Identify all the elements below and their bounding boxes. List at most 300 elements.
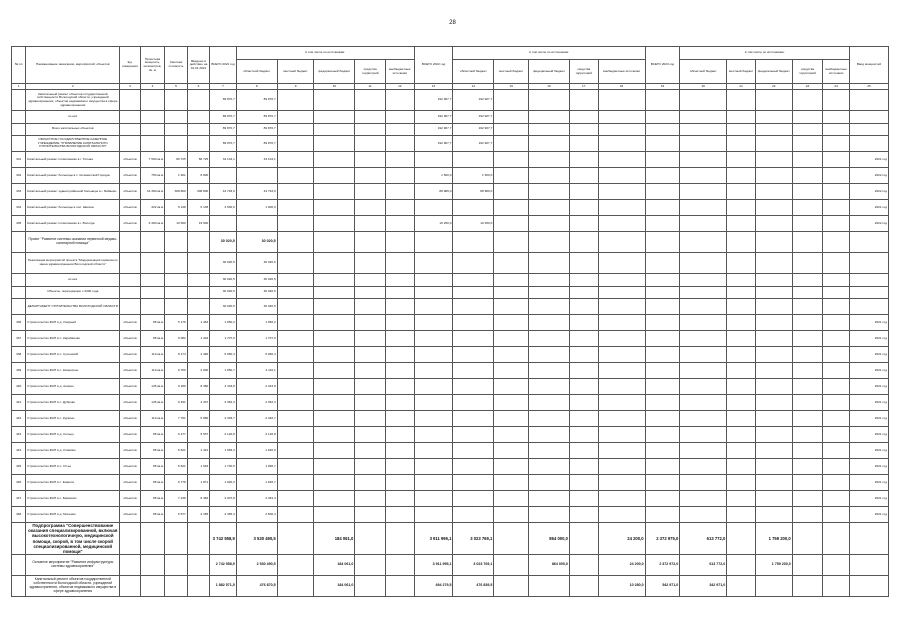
value-cell-t22: 494 279,5 (414, 576, 453, 597)
estimate-cell (165, 136, 187, 152)
done-cell (187, 286, 209, 299)
column-number: 17 (569, 84, 598, 90)
value-cell-f21 (314, 123, 355, 136)
estimate-cell: 9 180 (165, 379, 187, 395)
value-cell-e23 (823, 315, 850, 331)
value-cell-e22 (598, 299, 645, 315)
value-cell-f23: 1 759 200,0 (755, 523, 792, 555)
estimate-cell: 19 500 (165, 216, 187, 232)
value-cell-e23 (823, 136, 850, 152)
value-cell-f21 (314, 331, 355, 347)
value-cell-t23 (645, 111, 680, 124)
value-cell-s23 (792, 411, 823, 427)
value-cell-e22 (598, 123, 645, 136)
value-cell-s22 (569, 136, 598, 152)
value-cell-l22 (494, 274, 529, 287)
value-cell-e21 (385, 90, 414, 111)
value-cell-f23 (755, 299, 792, 315)
value-cell-f22: 864 000,0 (529, 555, 570, 576)
row-name: Капитальный ремонт больницы в с. Кичменгский Городок (26, 168, 120, 184)
value-cell-f23 (755, 184, 792, 200)
year-cell (849, 555, 888, 576)
value-cell-r22 (453, 379, 494, 395)
value-cell-s22 (569, 331, 598, 347)
row-number: 446 (12, 475, 26, 491)
row-name: из них (26, 111, 120, 124)
value-cell-l22 (494, 395, 529, 411)
table-row (12, 136, 889, 152)
value-cell-r23 (680, 459, 727, 475)
value-cell-f21 (314, 475, 355, 491)
value-cell-t22: 10 250,0 (414, 216, 453, 232)
value-cell-l22 (494, 123, 529, 136)
capacity-cell: 145 кв.м (140, 379, 165, 395)
value-cell-l23 (727, 111, 756, 124)
table-row (12, 576, 889, 597)
value-cell-t22: 3 911 995,1 (414, 523, 453, 555)
row-number: 438 (12, 347, 26, 363)
table-row (12, 491, 889, 507)
table-row (12, 299, 889, 315)
estimate-cell (165, 253, 187, 274)
value-cell-t23 (645, 168, 680, 184)
value-cell-r21: 89 870,7 (236, 90, 277, 111)
value-cell-f22 (529, 200, 570, 216)
value-cell-l23 (727, 427, 756, 443)
value-cell-s22 (569, 123, 598, 136)
value-cell-e22: 10 280,0 (598, 576, 645, 597)
value-cell-e23 (823, 475, 850, 491)
done-cell (187, 111, 209, 124)
value-cell-r21: 89 870,7 (236, 136, 277, 152)
header-federal-2021: федеральный бюджет (314, 60, 355, 84)
value-cell-t21: 30 020,5 (210, 232, 237, 253)
estimate-cell (165, 111, 187, 124)
value-cell-e23 (823, 123, 850, 136)
value-cell-r21: 30 020,5 (236, 274, 277, 287)
value-cell-t23: 542 971,0 (645, 576, 680, 597)
value-cell-s23 (792, 315, 823, 331)
value-cell-l21 (277, 411, 314, 427)
row-number (12, 136, 26, 152)
unit-cell: объектов (120, 152, 140, 168)
value-cell-t23 (645, 363, 680, 379)
value-cell-t21: 2 433,8 (210, 379, 237, 395)
value-cell-r22: 192 907,7 (453, 136, 494, 152)
value-cell-l21 (277, 168, 314, 184)
value-cell-t21: 1 965,3 (210, 443, 237, 459)
value-cell-t21: 1 950,7 (210, 363, 237, 379)
column-number: 16 (529, 84, 570, 90)
done-cell: 8 480 (187, 379, 209, 395)
capacity-cell (140, 111, 165, 124)
value-cell-r21: 1 920,9 (236, 443, 277, 459)
value-cell-t21: 2 742 558,9 (210, 555, 237, 576)
table-row (12, 184, 889, 200)
value-cell-r22: 88 989,0 (453, 184, 494, 200)
value-cell-t23 (645, 395, 680, 411)
header-unit: Ед. измерения (120, 47, 140, 84)
value-cell-t23 (645, 286, 680, 299)
value-cell-f23 (755, 274, 792, 287)
value-cell-t22 (414, 411, 453, 427)
value-cell-r23 (680, 475, 727, 491)
year-cell: 2022 год (849, 168, 888, 184)
value-cell-s22 (569, 274, 598, 287)
estimate-cell: 9 491 (165, 395, 187, 411)
column-number: 4 (140, 84, 165, 90)
value-cell-r23 (680, 379, 727, 395)
value-cell-t21: 5 060,4 (210, 347, 237, 363)
value-cell-r21: 4 110,1 (236, 363, 277, 379)
row-name: Капитальный ремонт объектов государственной собственности Вологодской области, учреждений здравоохранения, объектов недвижимого имущества в сфере здравоохранения (26, 576, 120, 597)
value-cell-r21: 2 433,8 (236, 379, 277, 395)
value-cell-t23 (645, 184, 680, 200)
value-cell-t21: 2 120,8 (210, 427, 237, 443)
value-cell-l23 (727, 523, 756, 555)
capacity-cell (140, 576, 165, 597)
column-number: 11 (355, 84, 386, 90)
value-cell-s21 (355, 347, 386, 363)
value-cell-r23 (680, 347, 727, 363)
value-cell-s22 (569, 152, 598, 168)
value-cell-r21: 30 020,5 (236, 286, 277, 299)
value-cell-t23 (645, 379, 680, 395)
capacity-cell: 85 кв.м (140, 507, 165, 523)
header-territory-2021: средства территорий (355, 60, 386, 84)
header-extra-2022: внебюджетные источники (598, 60, 645, 84)
value-cell-s21 (355, 459, 386, 475)
value-cell-f23 (755, 491, 792, 507)
value-cell-t22 (414, 200, 453, 216)
value-cell-e21 (385, 363, 414, 379)
capacity-cell: 85 кв.м (140, 315, 165, 331)
header-total-2021: ВСЕГО 2021 год (210, 47, 237, 84)
value-cell-e22 (598, 136, 645, 152)
value-cell-s22 (569, 232, 598, 253)
table-row (12, 315, 889, 331)
capacity-cell (140, 136, 165, 152)
unit-cell (120, 232, 140, 253)
value-cell-t21: 4 500,0 (210, 200, 237, 216)
capacity-cell: 145 кв.м (140, 395, 165, 411)
value-cell-r22 (453, 427, 494, 443)
value-cell-t22 (414, 347, 453, 363)
estimate-cell: 8 174 (165, 347, 187, 363)
value-cell-l21 (277, 395, 314, 411)
value-cell-l23 (727, 200, 756, 216)
value-cell-s21 (355, 475, 386, 491)
value-cell-t22: 3 911 995,1 (414, 555, 453, 576)
value-cell-e22 (598, 111, 645, 124)
unit-cell: объектов (120, 315, 140, 331)
value-cell-e22 (598, 184, 645, 200)
value-cell-s22 (569, 184, 598, 200)
year-cell (849, 90, 888, 111)
value-cell-r21: 2 120,8 (236, 427, 277, 443)
capacity-cell: 110 кв.м (140, 363, 165, 379)
year-cell: 2022 год (849, 184, 888, 200)
value-cell-s22 (569, 555, 598, 576)
value-cell-e21 (385, 111, 414, 124)
value-cell-r21: 5 060,4 (236, 347, 277, 363)
capacity-cell: 110 кв.м (140, 347, 165, 363)
value-cell-f22 (529, 491, 570, 507)
value-cell-r22: 192 907,7 (453, 111, 494, 124)
value-cell-e22 (598, 253, 645, 274)
table-row (12, 90, 889, 111)
value-cell-s22 (569, 216, 598, 232)
estimate-cell: 6 477 (165, 427, 187, 443)
unit-cell: объектов (120, 363, 140, 379)
value-cell-f23 (755, 363, 792, 379)
row-number: 434 (12, 200, 26, 216)
header-group-2023: в том числе по источникам: (680, 47, 850, 60)
value-cell-l21 (277, 459, 314, 475)
value-cell-l23 (727, 315, 756, 331)
value-cell-f21 (314, 90, 355, 111)
capacity-cell (140, 253, 165, 274)
value-cell-l23 (727, 299, 756, 315)
header-federal-2022: федеральный бюджет (529, 60, 570, 84)
value-cell-e21 (385, 347, 414, 363)
value-cell-l22 (494, 136, 529, 152)
table-row (12, 555, 889, 576)
value-cell-t23 (645, 136, 680, 152)
value-cell-t21: 2 007,8 (210, 491, 237, 507)
estimate-cell (165, 555, 187, 576)
value-cell-r23 (680, 395, 727, 411)
value-cell-l23 (727, 90, 756, 111)
row-number (12, 232, 26, 253)
value-cell-e23 (823, 379, 850, 395)
value-cell-e21 (385, 315, 414, 331)
value-cell-s22 (569, 411, 598, 427)
capacity-cell: 85 кв.м (140, 475, 165, 491)
value-cell-s23 (792, 90, 823, 111)
row-number: 433 (12, 184, 26, 200)
value-cell-t23 (645, 90, 680, 111)
value-cell-l23 (727, 232, 756, 253)
budget-table (11, 46, 889, 597)
value-cell-r22 (453, 315, 494, 331)
value-cell-l23 (727, 443, 756, 459)
value-cell-l22 (494, 475, 529, 491)
value-cell-t23: 2 372 972,0 (645, 555, 680, 576)
row-name: Подпрограмма "Совершенствование оказания специализированной, включая высокотехнологичную, медицинской помощи, скорой, в том числе скорой специализированной, медицинской помощи" (26, 523, 120, 555)
row-number (12, 286, 26, 299)
value-cell-t21: 2 455,4 (210, 507, 237, 523)
row-name: Строительство ФАП в д. Аннино (26, 379, 120, 395)
table-row (12, 123, 889, 136)
done-cell (187, 523, 209, 555)
value-cell-f22 (529, 152, 570, 168)
value-cell-r23 (680, 427, 727, 443)
value-cell-e22 (598, 286, 645, 299)
value-cell-f22 (529, 427, 570, 443)
value-cell-t21 (210, 216, 237, 232)
value-cell-l22 (494, 363, 529, 379)
value-cell-s23 (792, 286, 823, 299)
done-cell: 8 800 (187, 168, 209, 184)
value-cell-f23 (755, 168, 792, 184)
header-year: Ввод мощностей (849, 47, 888, 84)
column-number: 5 (165, 84, 187, 90)
value-cell-e22: 24 200,0 (598, 555, 645, 576)
value-cell-l23 (727, 168, 756, 184)
value-cell-e23 (823, 232, 850, 253)
value-cell-t22: 192 907,7 (414, 123, 453, 136)
value-cell-s21 (355, 315, 386, 331)
value-cell-e22 (598, 315, 645, 331)
value-cell-l23 (727, 286, 756, 299)
value-cell-l21 (277, 232, 314, 253)
header-estimate: Сметная стоимость (165, 47, 187, 84)
value-cell-e21 (385, 523, 414, 555)
value-cell-e23 (823, 253, 850, 274)
value-cell-l21 (277, 507, 314, 523)
column-number: 23 (792, 84, 823, 90)
column-number: 12 (385, 84, 414, 90)
value-cell-s23 (792, 111, 823, 124)
value-cell-s23 (792, 253, 823, 274)
value-cell-s22 (569, 395, 598, 411)
value-cell-s23 (792, 395, 823, 411)
value-cell-t23 (645, 331, 680, 347)
value-cell-e22 (598, 216, 645, 232)
value-cell-t22 (414, 475, 453, 491)
estimate-cell: 6 138 (165, 200, 187, 216)
value-cell-e21 (385, 331, 414, 347)
value-cell-f22 (529, 136, 570, 152)
value-cell-l22 (494, 286, 529, 299)
value-cell-r23 (680, 443, 727, 459)
row-name: из них (26, 274, 120, 287)
table-row (12, 253, 889, 274)
value-cell-f21: 184 061,0 (314, 576, 355, 597)
value-cell-e23 (823, 443, 850, 459)
value-cell-e21 (385, 459, 414, 475)
value-cell-f23 (755, 90, 792, 111)
row-name: ДЕПАРТАМЕНТ СТРОИТЕЛЬСТВА ВОЛОГОДСКОЙ ОБЛАСТИ (26, 299, 120, 315)
value-cell-l21 (277, 216, 314, 232)
value-cell-t22 (414, 274, 453, 287)
value-cell-f23 (755, 379, 792, 395)
table-row (12, 347, 889, 363)
value-cell-f23 (755, 315, 792, 331)
done-cell (187, 253, 209, 274)
value-cell-r22: 192 907,7 (453, 123, 494, 136)
value-cell-e22 (598, 395, 645, 411)
value-cell-e21 (385, 152, 414, 168)
value-cell-l22 (494, 576, 529, 597)
value-cell-e21 (385, 576, 414, 597)
value-cell-e23 (823, 363, 850, 379)
value-cell-s23 (792, 491, 823, 507)
value-cell-t22 (414, 152, 453, 168)
done-cell: 308 800 (187, 184, 209, 200)
row-number: 443 (12, 427, 26, 443)
done-cell (187, 274, 209, 287)
value-cell-r22 (453, 459, 494, 475)
value-cell-e23 (823, 331, 850, 347)
column-number: 10 (314, 84, 355, 90)
value-cell-l23 (727, 184, 756, 200)
value-cell-s22 (569, 443, 598, 459)
value-cell-f23 (755, 576, 792, 597)
value-cell-f21 (314, 491, 355, 507)
value-cell-e23 (823, 576, 850, 597)
value-cell-t22 (414, 299, 453, 315)
value-cell-t23 (645, 427, 680, 443)
value-cell-l21 (277, 491, 314, 507)
value-cell-r22 (453, 363, 494, 379)
value-cell-t22: 192 907,7 (414, 90, 453, 111)
table-row (12, 459, 889, 475)
value-cell-t22 (414, 363, 453, 379)
value-cell-s23 (792, 299, 823, 315)
value-cell-e22 (598, 232, 645, 253)
unit-cell (120, 555, 140, 576)
value-cell-t21: 2 393,7 (210, 411, 237, 427)
value-cell-f21 (314, 347, 355, 363)
row-number: 437 (12, 331, 26, 347)
unit-cell: объектов (120, 411, 140, 427)
value-cell-t22 (414, 253, 453, 274)
value-cell-l22 (494, 379, 529, 395)
table-row (12, 111, 889, 124)
value-cell-r21: 1 920,7 (236, 475, 277, 491)
row-number (12, 523, 26, 555)
value-cell-r22: 476 839,5 (453, 576, 494, 597)
value-cell-r22 (453, 299, 494, 315)
row-name: Всего капитальных объектов (26, 123, 120, 136)
year-cell: 2021 год (849, 331, 888, 347)
header-local-2021: местный бюджет (277, 60, 314, 84)
value-cell-e23 (823, 286, 850, 299)
value-cell-l21 (277, 427, 314, 443)
row-name: Строительство ФАП в д. Климово (26, 443, 120, 459)
year-cell: 2021 год (849, 395, 888, 411)
row-name: Капитальный ремонт поликлиники в г. Вологда (26, 216, 120, 232)
value-cell-l23 (727, 475, 756, 491)
value-cell-e21 (385, 475, 414, 491)
value-cell-s23 (792, 216, 823, 232)
value-cell-e21 (385, 286, 414, 299)
value-cell-r21: 30 020,5 (236, 299, 277, 315)
value-cell-s21 (355, 111, 386, 124)
value-cell-r23 (680, 411, 727, 427)
value-cell-e23 (823, 411, 850, 427)
value-cell-f22 (529, 475, 570, 491)
estimate-cell: 6 621 (165, 443, 187, 459)
unit-cell: объектов (120, 491, 140, 507)
value-cell-r23 (680, 184, 727, 200)
table-row (12, 443, 889, 459)
value-cell-r21: 2 454,4 (236, 491, 277, 507)
value-cell-l23 (727, 253, 756, 274)
estimate-cell (165, 299, 187, 315)
value-cell-l21 (277, 253, 314, 274)
done-cell (187, 555, 209, 576)
value-cell-l22 (494, 523, 529, 555)
table-row (12, 331, 889, 347)
row-name: Реализация мероприятий проекта "Модернизация первичного звена здравоохранения Вологодской области" (26, 253, 120, 274)
year-cell (849, 136, 888, 152)
value-cell-s22 (569, 523, 598, 555)
value-cell-t21: 89 870,7 (210, 90, 237, 111)
value-cell-s23 (792, 123, 823, 136)
